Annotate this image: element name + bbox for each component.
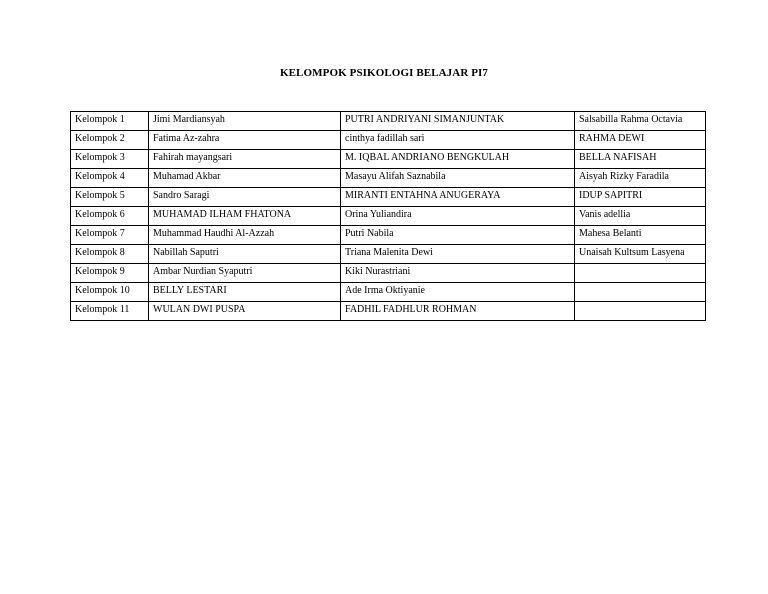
cell-member-3: Mahesa Belanti: [575, 226, 706, 245]
cell-member-2: Orina Yuliandira: [341, 207, 575, 226]
cell-group-label: Kelompok 3: [71, 150, 149, 169]
cell-member-1: Ambar Nurdian Syaputri: [149, 264, 341, 283]
table-row: [71, 226, 706, 245]
cell-member-2: Masayu Alifah Saznabila: [341, 169, 575, 188]
cell-member-2: Putri Nabila: [341, 226, 575, 245]
document-title: KELOMPOK PSIKOLOGI BELAJAR PI7: [279, 67, 489, 79]
cell-member-3: Salsabilla Rahma Octavia: [575, 112, 706, 131]
table-row: [71, 150, 706, 169]
cell-group-label: Kelompok 10: [71, 283, 149, 302]
cell-member-2: Kiki Nurastriani: [341, 264, 575, 283]
cell-group-label: Kelompok 8: [71, 245, 149, 264]
cell-group-label: Kelompok 7: [71, 226, 149, 245]
cell-member-3: RAHMA DEWI: [575, 131, 706, 150]
cell-member-1: Jimi Mardiansyah: [149, 112, 341, 131]
cell-member-2: M. IQBAL ANDRIANO BENGKULAH: [341, 150, 575, 169]
table-row: [71, 188, 706, 207]
cell-member-1: MUHAMAD ILHAM FHATONA: [149, 207, 341, 226]
cell-member-2: PUTRI ANDRIYANI SIMANJUNTAK: [341, 112, 575, 131]
table-row: [71, 302, 706, 321]
group-table-body: [71, 112, 706, 321]
group-table: [70, 111, 706, 321]
cell-group-label: Kelompok 2: [71, 131, 149, 150]
table-row: [71, 169, 706, 188]
cell-group-label: Kelompok 1: [71, 112, 149, 131]
table-row: [71, 207, 706, 226]
cell-member-1: Muhamad Akbar: [149, 169, 341, 188]
cell-member-3: Aisyah Rizky Faradila: [575, 169, 706, 188]
cell-group-label: Kelompok 9: [71, 264, 149, 283]
table-row: [71, 283, 706, 302]
cell-member-3: Vanis adellia: [575, 207, 706, 226]
cell-member-2: cinthya fadillah sari: [341, 131, 575, 150]
cell-group-label: Kelompok 4: [71, 169, 149, 188]
table-row: [71, 245, 706, 264]
cell-group-label: Kelompok 6: [71, 207, 149, 226]
table-row: [71, 112, 706, 131]
cell-member-2: MIRANTI ENTAHNA ANUGERAYA: [341, 188, 575, 207]
cell-member-1: Nabillah Saputri: [149, 245, 341, 264]
cell-group-label: Kelompok 5: [71, 188, 149, 207]
cell-member-2: FADHIL FADHLUR ROHMAN: [341, 302, 575, 321]
cell-member-3: [575, 302, 706, 321]
cell-member-3: BELLA NAFISAH: [575, 150, 706, 169]
cell-member-3: [575, 283, 706, 302]
table-row: [71, 264, 706, 283]
cell-member-2: Triana Malenita Dewi: [341, 245, 575, 264]
cell-member-3: [575, 264, 706, 283]
cell-member-1: Muhammad Haudhi Al-Azzah: [149, 226, 341, 245]
table-row: [71, 131, 706, 150]
cell-group-label: Kelompok 11: [71, 302, 149, 321]
cell-member-1: Fahirah mayangsari: [149, 150, 341, 169]
cell-member-1: WULAN DWI PUSPA: [149, 302, 341, 321]
cell-member-1: Fatima Az-zahra: [149, 131, 341, 150]
cell-member-2: Ade Irma Oktiyanie: [341, 283, 575, 302]
cell-member-3: IDUP SAPITRI: [575, 188, 706, 207]
cell-member-3: Unaisah Kultsum Lasyena: [575, 245, 706, 264]
cell-member-1: BELLY LESTARI: [149, 283, 341, 302]
cell-member-1: Sandro Saragi: [149, 188, 341, 207]
